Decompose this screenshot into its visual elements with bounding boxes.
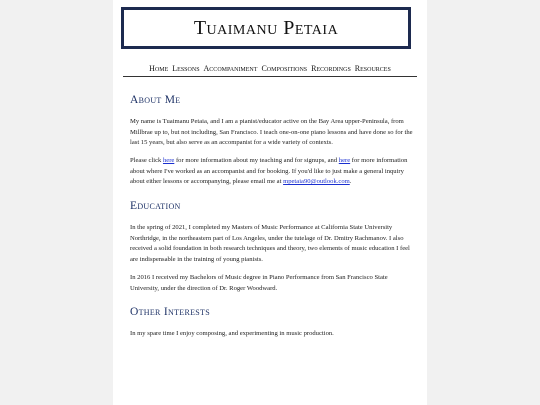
nav-item-accompaniment[interactable]: Accompaniment	[203, 64, 258, 73]
about-section	[130, 93, 413, 188]
lessons-info-link[interactable]: here	[162, 157, 175, 165]
interests-section	[130, 305, 413, 340]
about-paragraph-1: My name is Tuaimanu Petaia, and I am a pianist/educator active on the Bay Area upper-Peninsula, from Millbrae up to, but not including, San Francisco. I teach one-on-one piano lessons and have done so for the last 15 years, but also serve as an accompanist for a wide variety of contexts.	[130, 118, 413, 147]
site-title-box	[121, 7, 411, 49]
about-p2-text-a: Please click	[130, 157, 163, 165]
interests-paragraph-1: In my spare time I enjoy composing, and experimenting in music production.	[130, 330, 334, 338]
interests-heading: Other Interests	[130, 306, 210, 319]
about-paragraph-2	[130, 156, 413, 188]
education-section	[130, 199, 413, 294]
nav-item-recordings[interactable]: Recordings	[311, 64, 351, 73]
nav-item-compositions[interactable]: Compositions	[261, 64, 308, 73]
email-link[interactable]: mpetaia90@outlook.com	[283, 178, 350, 186]
about-p2-text-c: for more information about where I've worked as an accompanist and for booking. If you'd like to just make a general inquiry about either lessons or accompanying, please email me at	[130, 157, 408, 186]
education-heading: Education	[130, 200, 181, 213]
about-p2-text-d: .	[349, 178, 352, 186]
main-nav	[123, 62, 417, 77]
education-paragraph-2: In 2016 I received my Bachelors of Music degree in Piano Performance from San Francisco State University, under the direction of Dr. Roger Woodward.	[130, 273, 388, 292]
nav-item-resources[interactable]: Resources	[354, 64, 391, 73]
nav-item-lessons[interactable]: Lessons	[172, 64, 200, 73]
site-title: Tuaimanu Petaia	[193, 16, 339, 39]
about-p2-text-b: for more information about my teaching and for signups, and	[174, 157, 339, 165]
education-paragraph-1: In the spring of 2021, I completed my Masters of Music Performance at California State University Northridge, in the northeastern part of Los Angeles, under the tutelage of Dr. Dmitry Rachmanov. I also received a solid foundation in both research techniques and theory, two elements of music education I feel are indispensable in the training of young pianists.	[130, 224, 410, 263]
main-content	[130, 93, 413, 351]
page-container	[113, 0, 427, 405]
nav-item-home[interactable]: Home	[149, 64, 169, 73]
accompaniment-info-link[interactable]: here	[338, 157, 351, 165]
about-heading: About Me	[130, 94, 181, 106]
